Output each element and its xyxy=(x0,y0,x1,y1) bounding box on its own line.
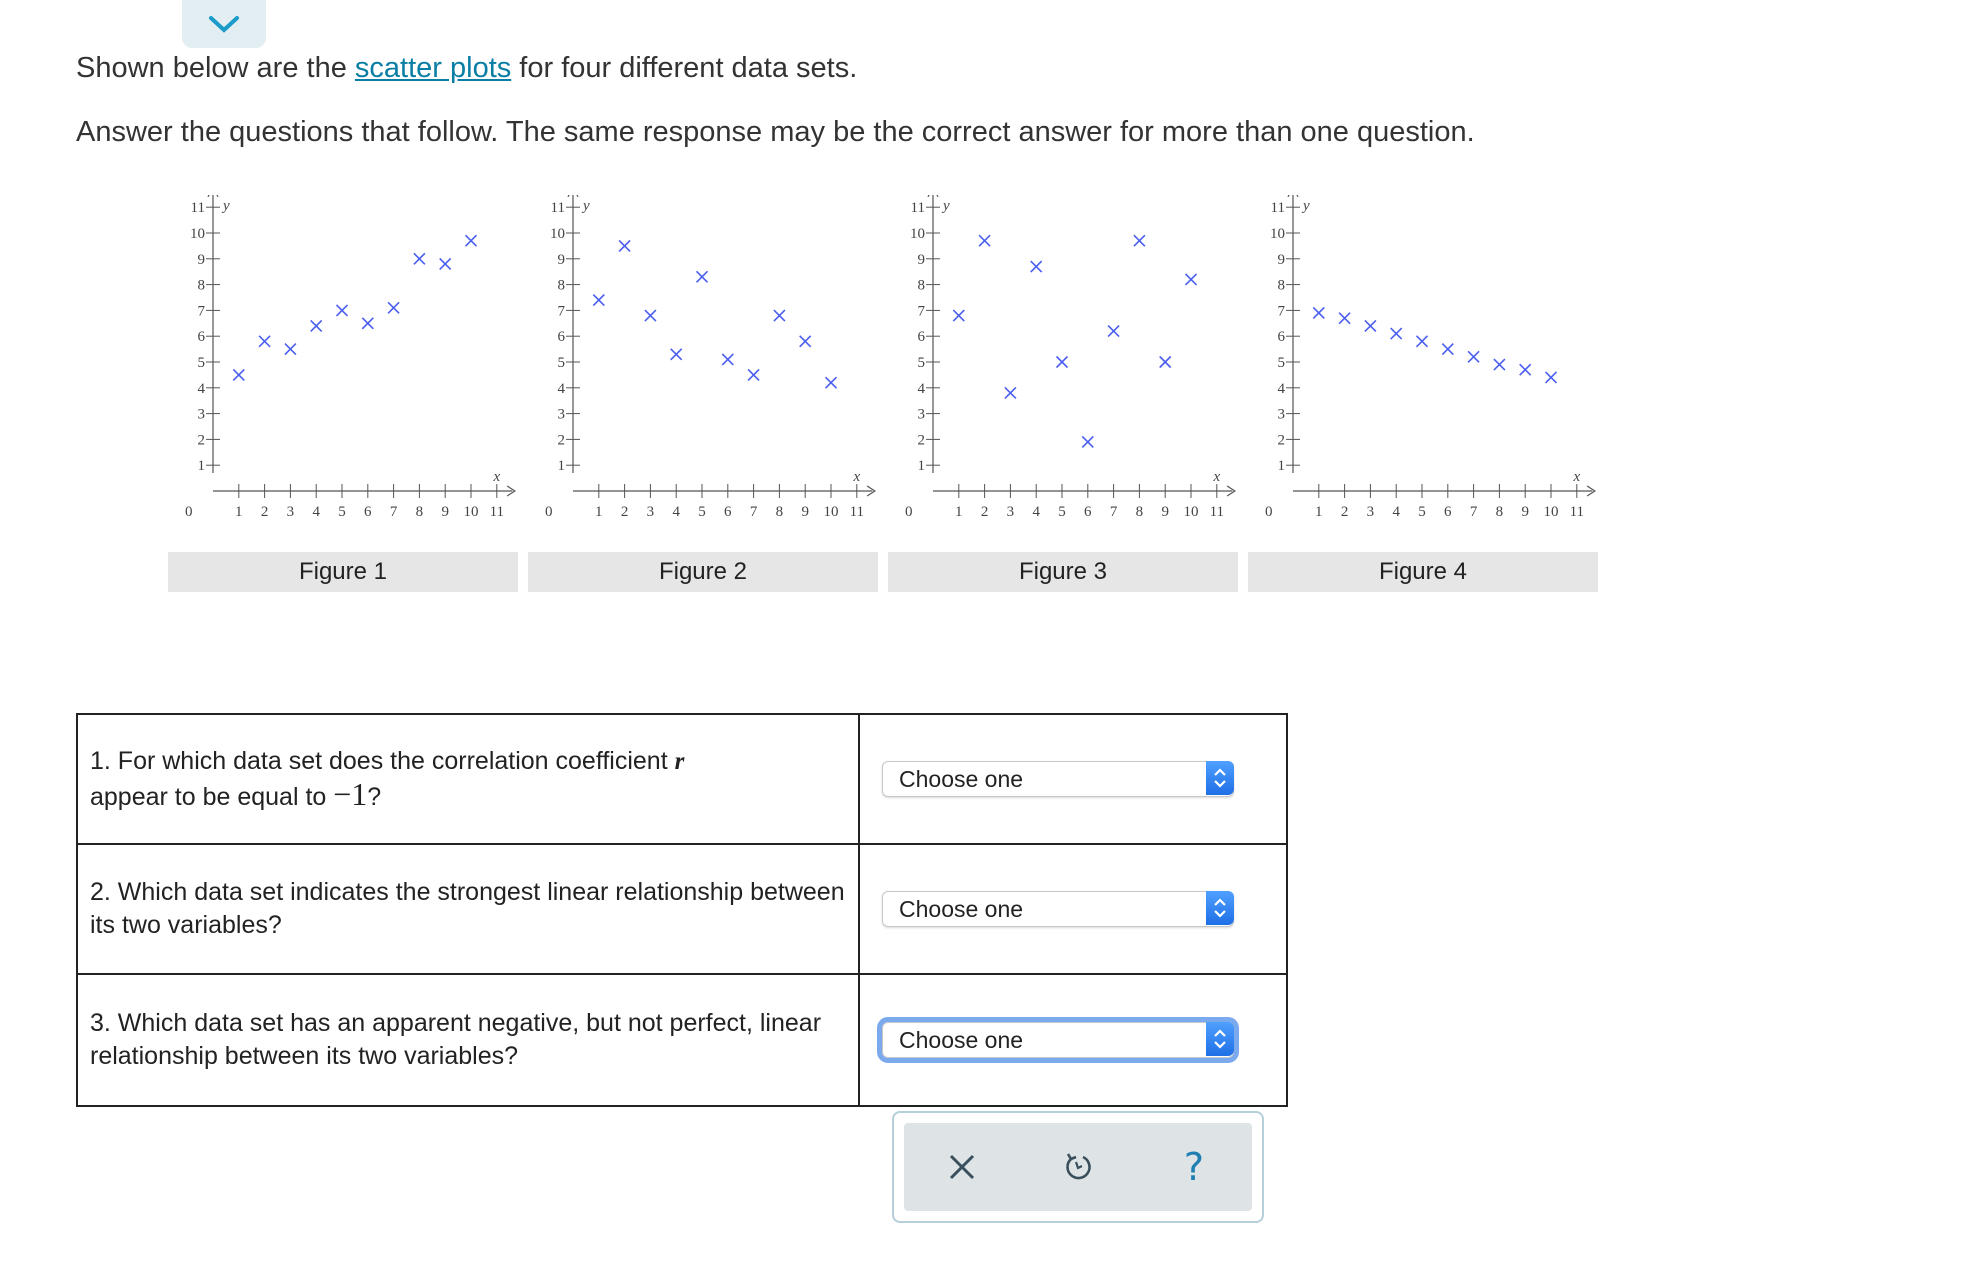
x-tick-label: 11 xyxy=(489,504,505,520)
y-axis-name: y xyxy=(583,198,590,215)
origin-label: 0 xyxy=(1265,504,1273,520)
figure-1-chart xyxy=(168,195,518,540)
x-tick-label: 3 xyxy=(646,504,655,520)
data-point xyxy=(1186,274,1197,285)
x-tick-label: 6 xyxy=(364,504,372,520)
y-tick-label: 11 xyxy=(910,200,925,217)
data-point xyxy=(1494,359,1505,370)
scatter-plot-4 xyxy=(1248,195,1598,540)
origin-label: 0 xyxy=(545,504,553,520)
origin-label: 0 xyxy=(905,504,913,520)
scatter-plot-2 xyxy=(528,195,878,540)
question-1-math: −1 xyxy=(333,775,368,812)
help-button[interactable] xyxy=(1164,1137,1224,1197)
scatter-plots-link[interactable]: scatter plots xyxy=(354,52,512,84)
x-tick-label: 11 xyxy=(1209,504,1225,520)
x-tick-label: 2 xyxy=(260,504,269,520)
y-tick-label: 10 xyxy=(190,226,205,242)
intro-before: Shown below are the xyxy=(76,52,355,84)
data-point xyxy=(388,302,399,313)
x-tick-label: 1 xyxy=(1315,504,1323,520)
data-point xyxy=(1365,320,1376,331)
y-tick-label: 5 xyxy=(1277,355,1285,371)
y-tick-label: 1 xyxy=(557,458,565,475)
figure-4-chart xyxy=(1248,195,1598,540)
y-tick-label: 2 xyxy=(557,432,565,449)
x-tick-label: 7 xyxy=(749,504,758,520)
answer-toolbar-inner xyxy=(904,1123,1252,1211)
x-axis-name: x xyxy=(1573,469,1581,485)
data-point xyxy=(1391,328,1402,339)
x-tick-label: 6 xyxy=(1084,504,1092,520)
x-tick-label: 1 xyxy=(955,504,963,520)
answer-toolbar xyxy=(892,1111,1264,1223)
figure-1-label: Figure 1 xyxy=(168,552,518,592)
x-tick-label: 10 xyxy=(1183,504,1199,520)
data-point xyxy=(414,253,425,264)
x-tick-label: 8 xyxy=(1135,504,1144,520)
data-point xyxy=(440,258,451,269)
data-point xyxy=(593,295,604,306)
question-1-text xyxy=(77,714,859,844)
data-point xyxy=(619,240,630,251)
data-point xyxy=(337,305,348,316)
x-tick-label: 4 xyxy=(312,504,320,520)
collapse-toggle-button[interactable] xyxy=(182,0,266,48)
y-axis-name: y xyxy=(1303,198,1310,215)
close-icon xyxy=(945,1150,979,1184)
data-point xyxy=(645,310,656,321)
question-row-2 xyxy=(77,844,1287,974)
x-tick-label: 2 xyxy=(620,504,629,520)
question-3-text: 3. Which data set has an apparent negative, but not perfect, linear relationship between its two variables? xyxy=(77,974,859,1106)
data-point xyxy=(748,369,759,380)
data-point xyxy=(466,235,477,246)
answer-3-select[interactable] xyxy=(882,1022,1234,1058)
y-tick-label: 9 xyxy=(1277,251,1285,268)
data-point xyxy=(1339,313,1350,324)
y-tick-label: 4 xyxy=(917,380,925,397)
question-1-end: ? xyxy=(367,782,382,811)
y-axis-name: y xyxy=(943,198,950,215)
question-1-part2: appear to be equal to xyxy=(90,782,334,811)
x-tick-label: 1 xyxy=(235,504,243,520)
answer-3-cell xyxy=(859,974,1287,1106)
select-arrows-icon xyxy=(1206,1022,1234,1056)
x-tick-label: 8 xyxy=(415,504,424,520)
figure-3-label: Figure 3 xyxy=(888,552,1238,592)
y-tick-label: 11 xyxy=(1270,200,1285,217)
data-point xyxy=(259,336,270,347)
x-tick-label: 4 xyxy=(1392,504,1400,520)
select-arrows-icon xyxy=(1206,761,1234,795)
data-point xyxy=(311,320,322,331)
questions-table xyxy=(76,713,1288,1107)
y-tick-label: 10 xyxy=(1270,226,1285,242)
y-tick-label: 1 xyxy=(1277,458,1285,475)
data-point xyxy=(1082,436,1093,447)
y-tick-label: 11 xyxy=(190,200,205,217)
x-tick-label: 8 xyxy=(1495,504,1504,520)
x-tick-label: 11 xyxy=(1569,504,1585,520)
x-tick-label: 3 xyxy=(1366,504,1375,520)
y-tick-label: 4 xyxy=(1277,380,1285,397)
answer-1-cell xyxy=(859,714,1287,844)
x-tick-label: 10 xyxy=(823,504,839,520)
x-tick-label: 5 xyxy=(1418,504,1426,520)
data-point xyxy=(1160,357,1171,368)
y-tick-label: 2 xyxy=(197,432,205,449)
y-tick-label: 6 xyxy=(1277,329,1285,346)
x-tick-label: 6 xyxy=(724,504,732,520)
y-tick-label: 4 xyxy=(557,380,565,397)
figure-4-label: Figure 4 xyxy=(1248,552,1598,592)
y-tick-label: 1 xyxy=(197,458,205,475)
y-tick-label: 7 xyxy=(1277,303,1285,320)
y-tick-label: 8 xyxy=(197,277,205,294)
question-row-3 xyxy=(77,974,1287,1106)
data-point xyxy=(1031,261,1042,272)
y-tick-label: 6 xyxy=(917,329,925,346)
x-tick-label: 6 xyxy=(1444,504,1452,520)
y-tick-label: 10 xyxy=(550,226,565,242)
data-point xyxy=(774,310,785,321)
data-point xyxy=(1057,357,1068,368)
data-point xyxy=(233,369,244,380)
data-point xyxy=(1546,372,1557,383)
x-tick-label: 1 xyxy=(595,504,603,520)
question-row-1 xyxy=(77,714,1287,844)
y-tick-label: 5 xyxy=(557,355,565,371)
y-tick-label: 3 xyxy=(557,406,565,423)
data-point xyxy=(1005,387,1016,398)
instructions-text: Answer the questions that follow. The same response may be the correct answer for more than one question. xyxy=(76,116,1475,148)
chevron-down-icon xyxy=(207,14,241,34)
answer-1-select[interactable] xyxy=(882,761,1234,797)
x-tick-label: 7 xyxy=(1109,504,1118,520)
y-axis-name: y xyxy=(223,198,230,215)
data-point xyxy=(1108,326,1119,337)
y-tick-label: 3 xyxy=(917,406,925,423)
figure-2-label: Figure 2 xyxy=(528,552,878,592)
question-1-number: 1. xyxy=(90,746,118,775)
data-point xyxy=(362,318,373,329)
y-tick-label: 9 xyxy=(197,251,205,268)
figure-3-chart xyxy=(888,195,1238,540)
data-point xyxy=(285,344,296,355)
x-tick-label: 2 xyxy=(980,504,989,520)
x-tick-label: 8 xyxy=(775,504,784,520)
intro-text xyxy=(76,52,857,85)
x-axis-name: x xyxy=(493,469,501,485)
y-tick-label: 7 xyxy=(197,303,205,320)
y-tick-label: 2 xyxy=(917,432,925,449)
data-point xyxy=(826,377,837,388)
help-icon: ? xyxy=(1183,1145,1205,1189)
clear-button[interactable] xyxy=(932,1137,992,1197)
data-point xyxy=(953,310,964,321)
x-tick-label: 5 xyxy=(338,504,346,520)
scatter-plot-1 xyxy=(168,195,518,540)
x-tick-label: 11 xyxy=(849,504,865,520)
scatter-plot-3 xyxy=(888,195,1238,540)
answer-2-cell xyxy=(859,844,1287,974)
y-tick-label: 6 xyxy=(197,329,205,346)
x-tick-label: 9 xyxy=(441,504,449,520)
data-point xyxy=(671,349,682,360)
undo-icon xyxy=(1061,1150,1095,1184)
y-tick-label: 3 xyxy=(197,406,205,423)
question-2-text: 2. Which data set indicates the strongest linear relationship between its two variables? xyxy=(77,844,859,974)
x-tick-label: 9 xyxy=(1521,504,1529,520)
x-tick-label: 9 xyxy=(1161,504,1169,520)
x-tick-label: 9 xyxy=(801,504,809,520)
y-tick-label: 3 xyxy=(1277,406,1285,423)
answer-2-select[interactable] xyxy=(882,891,1234,927)
y-tick-label: 7 xyxy=(557,303,565,320)
data-point xyxy=(722,354,733,365)
x-tick-label: 7 xyxy=(1469,504,1478,520)
data-point xyxy=(1520,364,1531,375)
y-tick-label: 8 xyxy=(557,277,565,294)
question-1-part1: For which data set does the correlation coefficient xyxy=(117,746,675,775)
y-tick-label: 7 xyxy=(917,303,925,320)
figure-2-chart xyxy=(528,195,878,540)
y-tick-label: 6 xyxy=(557,329,565,346)
origin-label: 0 xyxy=(185,504,193,520)
question-1-variable-r: r xyxy=(674,747,685,775)
intro-after: for four different data sets. xyxy=(511,52,858,84)
answer-1-select-value: Choose one xyxy=(899,765,1024,792)
y-tick-label: 8 xyxy=(1277,277,1285,294)
data-point xyxy=(1442,344,1453,355)
y-tick-label: 9 xyxy=(917,251,925,268)
y-tick-label: 5 xyxy=(197,355,205,371)
answer-3-select-value: Choose one xyxy=(899,1026,1024,1053)
select-arrows-icon xyxy=(1206,891,1234,925)
answer-2-select-value: Choose one xyxy=(899,895,1024,922)
x-tick-label: 5 xyxy=(698,504,706,520)
data-point xyxy=(1313,307,1324,318)
y-tick-label: 1 xyxy=(917,458,925,475)
y-tick-label: 8 xyxy=(917,277,925,294)
undo-button[interactable] xyxy=(1048,1137,1108,1197)
y-tick-label: 2 xyxy=(1277,432,1285,449)
data-point xyxy=(979,235,990,246)
x-tick-label: 10 xyxy=(1543,504,1559,520)
x-tick-label: 5 xyxy=(1058,504,1066,520)
y-tick-label: 10 xyxy=(910,226,925,242)
data-point xyxy=(1134,235,1145,246)
x-tick-label: 2 xyxy=(1340,504,1349,520)
x-tick-label: 3 xyxy=(1006,504,1015,520)
data-point xyxy=(697,271,708,282)
x-axis-name: x xyxy=(853,469,861,485)
data-point xyxy=(800,336,811,347)
y-tick-label: 4 xyxy=(197,380,205,397)
y-tick-label: 5 xyxy=(917,355,925,371)
data-point xyxy=(1468,351,1479,362)
y-tick-label: 9 xyxy=(557,251,565,268)
x-tick-label: 7 xyxy=(389,504,398,520)
x-tick-label: 3 xyxy=(286,504,295,520)
x-axis-name: x xyxy=(1213,469,1221,485)
y-tick-label: 11 xyxy=(550,200,565,217)
x-tick-label: 4 xyxy=(672,504,680,520)
x-tick-label: 10 xyxy=(463,504,479,520)
data-point xyxy=(1417,336,1428,347)
x-tick-label: 4 xyxy=(1032,504,1040,520)
